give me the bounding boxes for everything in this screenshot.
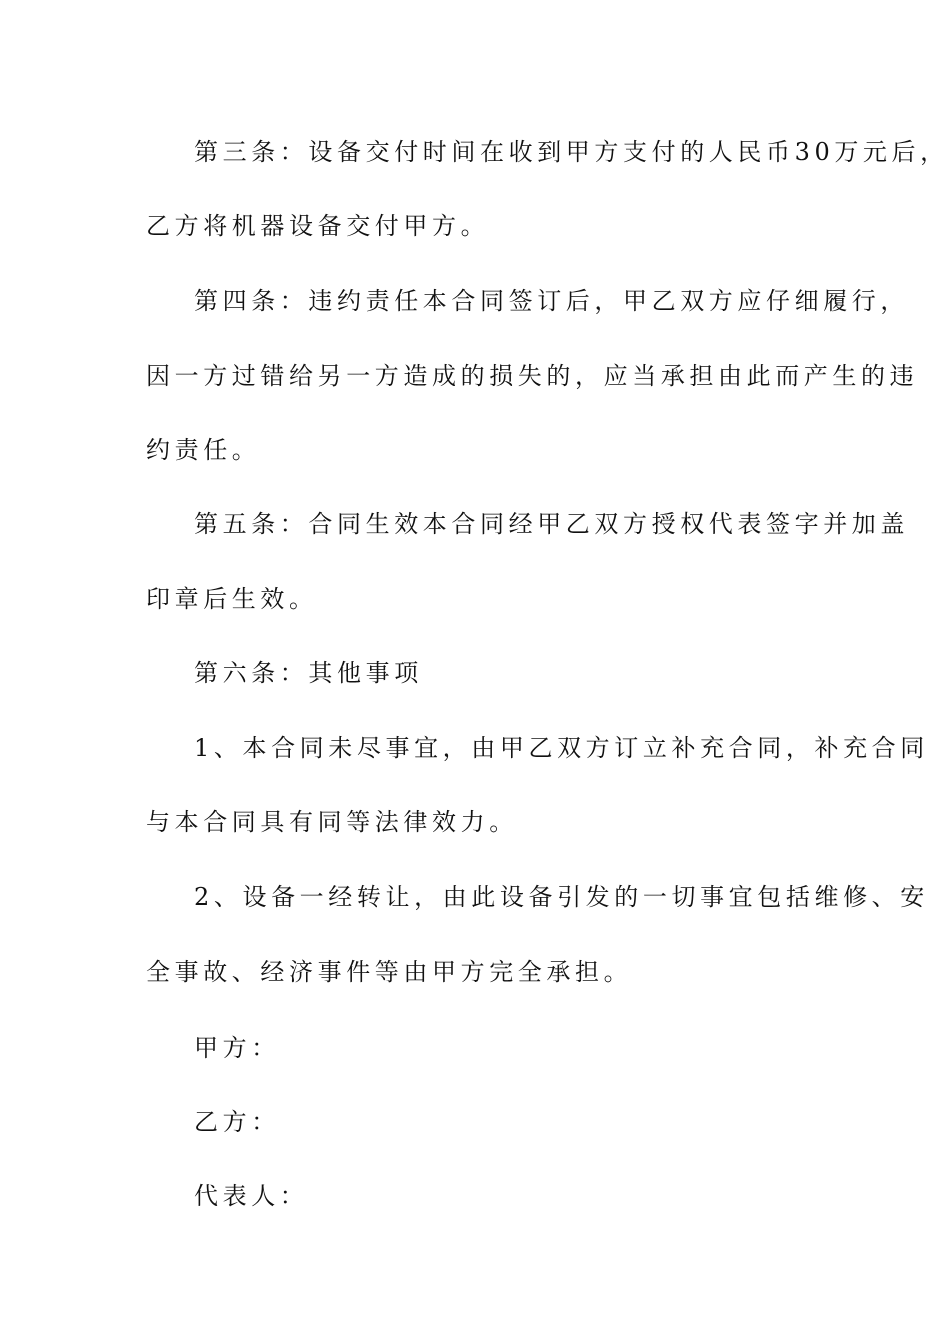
- article-4-line-2: 因一方过错给另一方造成的损失的，应当承担由此而产生的违: [146, 362, 919, 390]
- article-5-line-1: 第五条：合同生效本合同经甲乙双方授权代表签字并加盖: [194, 510, 909, 538]
- article-5-line-2: 印章后生效。: [146, 585, 318, 613]
- clause-2-line-1: 2、设备一经转让，由此设备引发的一切事宜包括维修、安: [194, 883, 929, 911]
- article-3-line-1: 第三条：设备交付时间在收到甲方支付的人民币30万元后，: [194, 138, 949, 166]
- article-4-line-3: 约责任。: [146, 436, 261, 464]
- party-b-label: 乙方：: [194, 1108, 280, 1136]
- article-6-heading: 第六条：其他事项: [194, 659, 423, 687]
- representative-label: 代表人：: [194, 1182, 309, 1210]
- article-3-line-2: 乙方将机器设备交付甲方。: [146, 212, 490, 240]
- article-4-line-1: 第四条：违约责任本合同签订后，甲乙双方应仔细履行，: [194, 287, 909, 315]
- clause-1-line-1: 1、本合同未尽事宜，由甲乙双方订立补充合同，补充合同: [194, 734, 929, 762]
- clause-2-line-2: 全事故、经济事件等由甲方完全承担。: [146, 958, 633, 986]
- clause-1-line-2: 与本合同具有同等法律效力。: [146, 808, 518, 836]
- party-a-label: 甲方：: [194, 1034, 280, 1062]
